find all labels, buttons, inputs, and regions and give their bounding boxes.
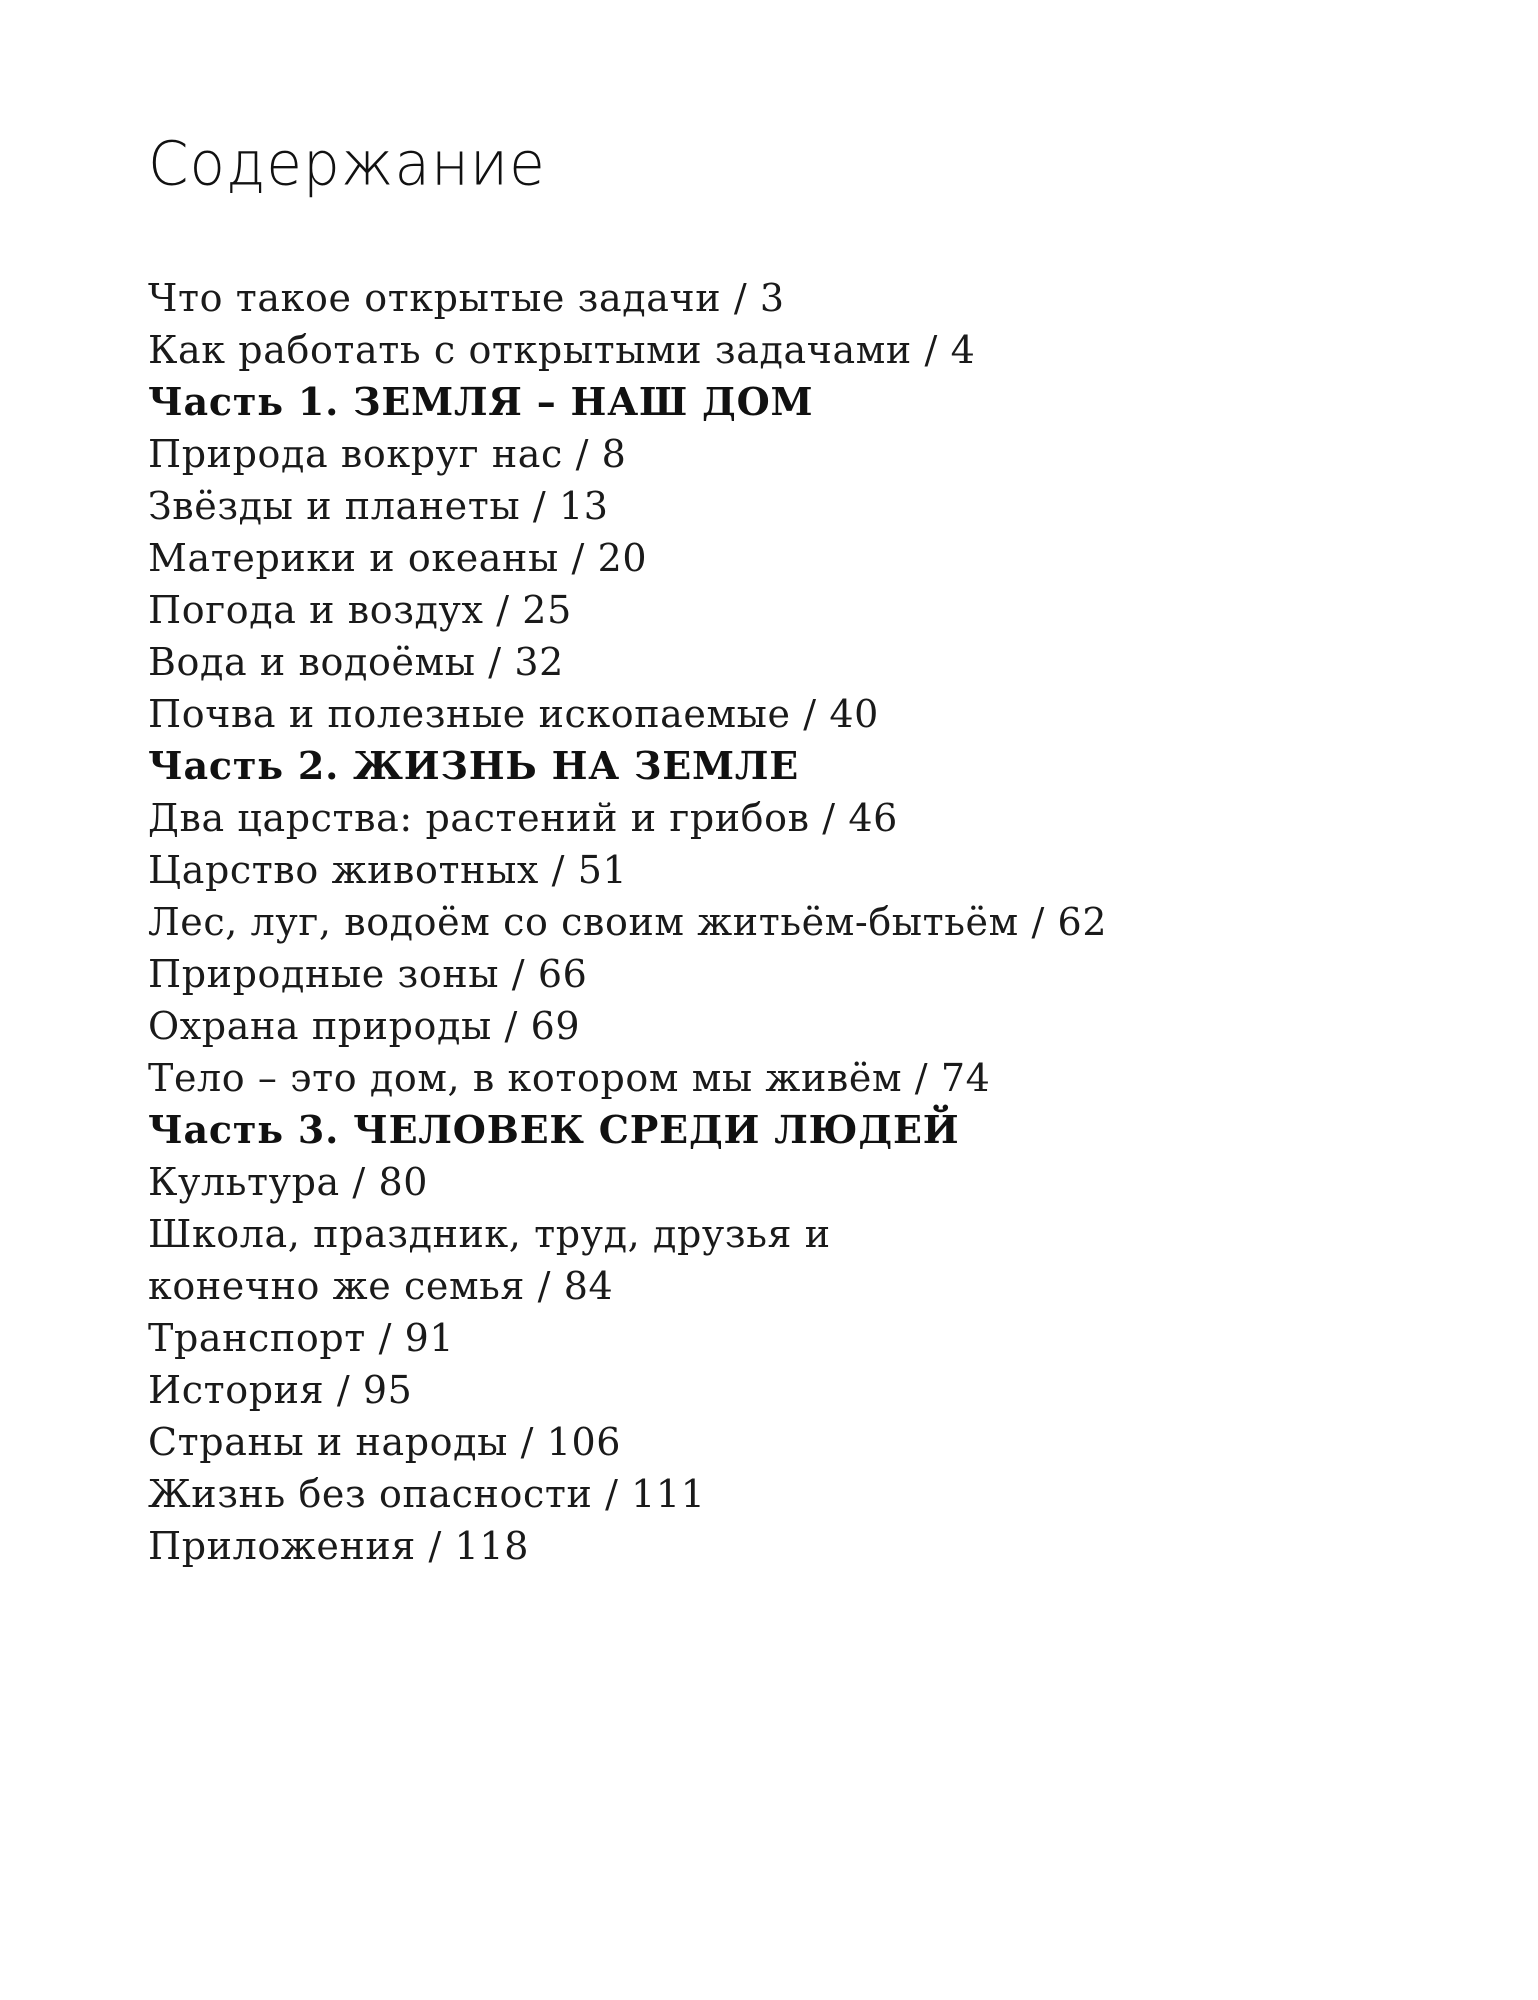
toc-entry: Транспорт / 91 (148, 1316, 455, 1360)
toc-entry: Страны и народы / 106 (148, 1420, 622, 1464)
toc-part-heading: Часть 3. ЧЕЛОВЕК СРЕДИ ЛЮДЕЙ (148, 1107, 960, 1152)
toc-entry: Школа, праздник, труд, друзья и (148, 1212, 831, 1256)
toc-entry: Тело – это дом, в котором мы живём / 74 (148, 1056, 991, 1100)
page-title: Содержание (148, 128, 546, 200)
toc-entry: История / 95 (148, 1368, 413, 1412)
toc-entry: Природные зоны / 66 (148, 952, 588, 996)
toc-entry: Что такое открытые задачи / 3 (148, 276, 785, 320)
toc-entry: конечно же семья / 84 (148, 1264, 614, 1308)
toc-part-heading: Часть 1. ЗЕМЛЯ – НАШ ДОМ (148, 379, 814, 424)
toc-entry: Два царства: растений и грибов / 46 (148, 796, 898, 840)
toc-entry: Звёзды и планеты / 13 (148, 484, 609, 528)
table-of-contents (148, 272, 1388, 1572)
toc-entry: Материки и океаны / 20 (148, 536, 648, 580)
toc-entry: Приложения / 118 (148, 1524, 529, 1568)
toc-entry: Погода и воздух / 25 (148, 588, 572, 632)
toc-entry: Царство животных / 51 (148, 848, 628, 892)
toc-entry: Охрана природы / 69 (148, 1004, 581, 1048)
toc-entry: Как работать с открытыми задачами / 4 (148, 328, 976, 372)
toc-entry: Природа вокруг нас / 8 (148, 432, 627, 476)
toc-entry: Жизнь без опасности / 111 (148, 1472, 706, 1516)
toc-entry: Лес, луг, водоём со своим житьём-бытьём / 62 (148, 900, 1108, 944)
toc-part-heading: Часть 2. ЖИЗНЬ НА ЗЕМЛЕ (148, 743, 800, 788)
toc-entry: Вода и водоёмы / 32 (148, 640, 564, 684)
toc-entry: Почва и полезные ископаемые / 40 (148, 692, 879, 736)
toc-entry: Культура / 80 (148, 1160, 429, 1204)
